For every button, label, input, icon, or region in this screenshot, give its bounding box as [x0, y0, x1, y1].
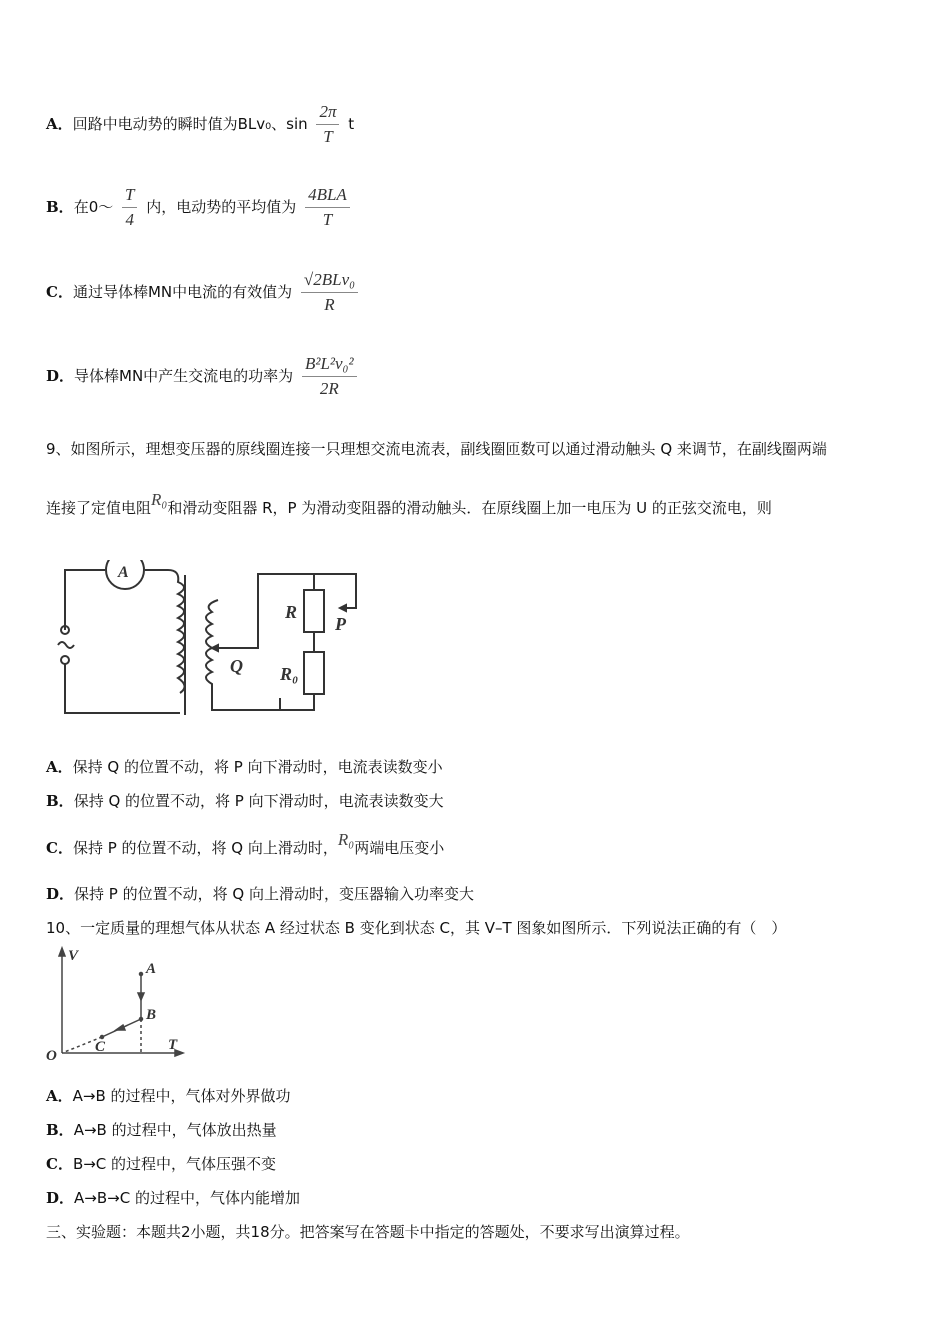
- section-3-heading: 三、实验题：本题共2小题，共18分。把答案写在答题卡中指定的答题处，不要求写出演算过程。: [46, 1223, 690, 1241]
- q9-stem-line2: [46, 490, 772, 518]
- numerator: 2π: [316, 102, 339, 125]
- q9-option-a: [46, 756, 443, 777]
- stem-text: 连接了定值电阻: [46, 499, 152, 517]
- slider-p-label: P: [335, 614, 346, 634]
- numerator: 4BLA: [305, 185, 350, 208]
- option-label: B．: [46, 1121, 74, 1139]
- option-text: B→C 的过程中，气体压强不变: [72, 1155, 277, 1173]
- option-text: 在0～: [73, 198, 114, 216]
- fraction: [305, 185, 350, 230]
- option-text: A→B 的过程中，气体放出热量: [73, 1121, 277, 1139]
- stem-text: 和滑动变阻器 R，P 为滑动变阻器的滑动触头．在原线圈上加一电压为 U 的正弦交流电，则: [167, 499, 772, 517]
- q8-option-d: [46, 354, 361, 399]
- q8-option-a: [46, 102, 354, 147]
- point-b-label: B: [146, 1007, 157, 1023]
- numerator: B²L²v₀²: [302, 354, 357, 377]
- fraction: [122, 185, 137, 230]
- ammeter-label: A: [118, 564, 129, 581]
- resistor-r0-label: R₀: [280, 664, 299, 684]
- denominator: R: [324, 295, 335, 314]
- q9-option-b: [46, 790, 444, 811]
- q10-option-a: [46, 1085, 291, 1106]
- option-text: A→B→C 的过程中，气体内能增加: [74, 1189, 300, 1207]
- axis-t-label: T: [168, 1037, 178, 1053]
- fraction: [301, 270, 358, 315]
- option-label: C．: [46, 283, 73, 301]
- option-text: A→B 的过程中，气体对外界做功: [72, 1087, 291, 1105]
- option-label: B．: [46, 198, 74, 216]
- q9-option-d: [46, 883, 474, 904]
- q8-option-b: [46, 185, 354, 230]
- option-text: 保持 P 的位置不动，将 Q 向上滑动时，变压器输入功率变大: [74, 885, 474, 903]
- option-label: A．: [46, 1087, 73, 1105]
- q9-option-c: [46, 830, 444, 858]
- denominator: 2R: [319, 379, 339, 398]
- option-label: C．: [46, 1155, 73, 1173]
- option-label: D．: [46, 1189, 75, 1207]
- origin-label: O: [46, 1048, 57, 1064]
- option-text: 保持 Q 的位置不动，将 P 向下滑动时，电流表读数变小: [72, 758, 443, 776]
- q8-option-c: [46, 270, 362, 315]
- option-text: 回路中电动势的瞬时值为BLv₀、sin: [72, 115, 308, 133]
- q10-option-c: [46, 1153, 276, 1174]
- option-label: A．: [46, 115, 73, 133]
- point-c-label: C: [95, 1039, 106, 1055]
- q10-option-b: [46, 1119, 277, 1140]
- fraction: [302, 354, 357, 399]
- numerator: √2BLv₀: [301, 270, 358, 293]
- q10-option-d: [46, 1187, 300, 1208]
- numerator: T: [122, 185, 137, 208]
- option-text: 保持 P 的位置不动，将 Q 向上滑动时，: [72, 839, 338, 857]
- option-text: 两端电压变小: [354, 839, 445, 857]
- denominator: T: [323, 127, 333, 146]
- r0-symbol: R₀: [151, 490, 168, 509]
- point-a-label: A: [146, 961, 157, 977]
- vt-graph-figure: [40, 945, 190, 1065]
- option-text: 内，电动势的平均值为: [146, 198, 297, 216]
- fraction: [316, 102, 339, 147]
- resistor-r-label: R: [285, 602, 298, 622]
- option-tail: t: [348, 115, 355, 133]
- option-label: C．: [46, 839, 73, 857]
- denominator: T: [322, 210, 333, 229]
- option-text: 保持 Q 的位置不动，将 P 向下滑动时，电流表读数变大: [73, 792, 444, 810]
- r0-symbol: R₀: [337, 830, 355, 849]
- tap-q-label: Q: [230, 656, 243, 676]
- option-text: 导体棒MN中产生交流电的功率为: [74, 367, 294, 385]
- option-label: D．: [46, 885, 75, 903]
- option-label: A．: [46, 758, 73, 776]
- denominator: 4: [125, 210, 134, 229]
- option-label: D．: [46, 367, 75, 385]
- axis-v-label: V: [68, 948, 79, 964]
- option-text: 通过导体棒MN中电流的有效值为: [72, 283, 293, 301]
- q9-stem-line1: 9、如图所示，理想变压器的原线圈连接一只理想交流电流表，副线圈匝数可以通过滑动触头 Q 来调节，在副线圈两端: [46, 440, 827, 458]
- q10-stem: 10、一定质量的理想气体从状态 A 经过状态 B 变化到状态 C，其 V–T 图象如图所示．下列说法正确的有（ ）: [46, 919, 787, 937]
- transformer-circuit-figure: [50, 560, 370, 725]
- option-label: B．: [46, 792, 74, 810]
